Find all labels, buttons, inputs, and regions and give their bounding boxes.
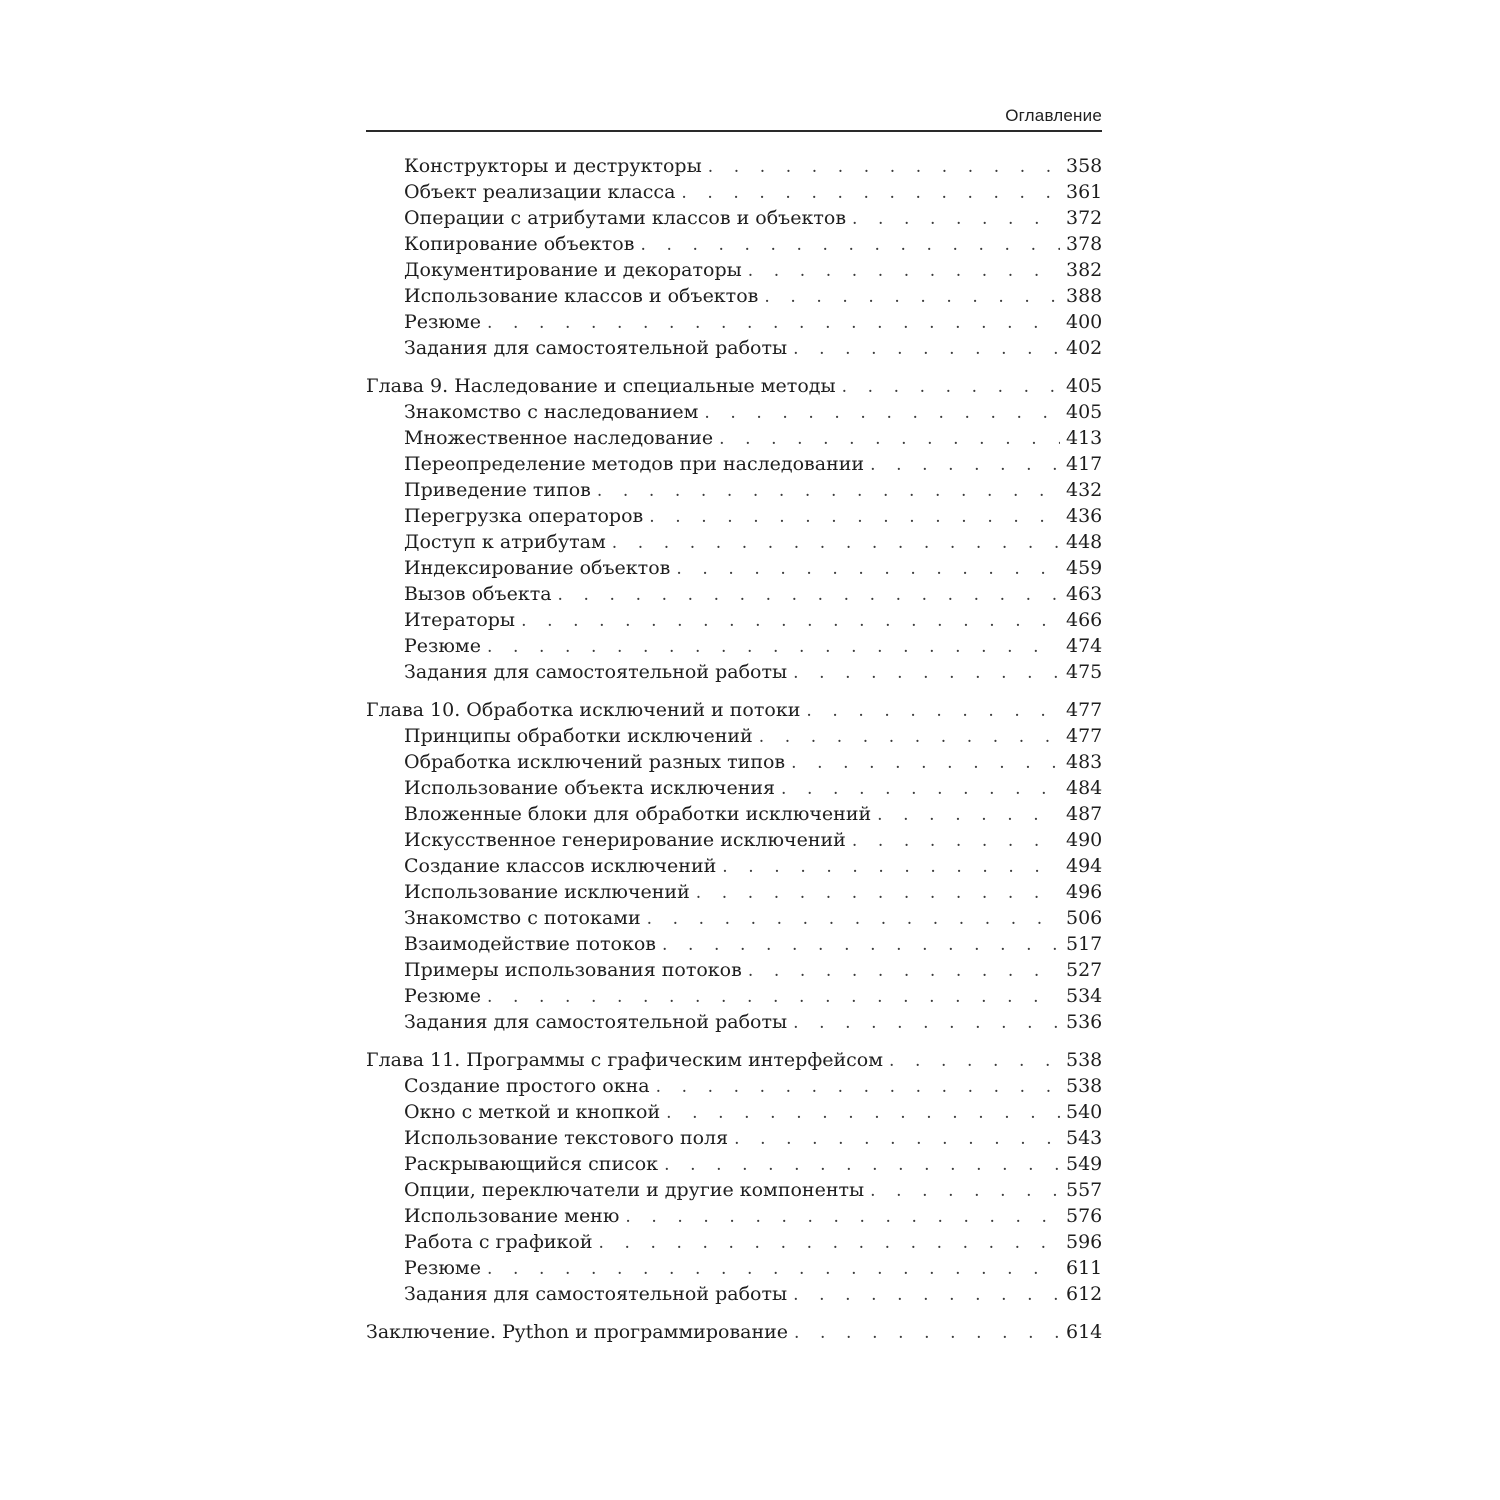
- toc-section-entry: [366, 399, 1102, 425]
- toc-dot-leader: [842, 374, 1060, 400]
- toc-dot-leader: [781, 776, 1060, 802]
- toc-entry-page-number: 483: [1066, 751, 1103, 773]
- toc-dot-leader: [793, 1282, 1060, 1308]
- toc-section-entry: [366, 1255, 1102, 1281]
- toc-entry-page-number: 611: [1066, 1257, 1103, 1279]
- toc-entry-title: Знакомство с потоками: [404, 907, 641, 929]
- toc-entry-title: Глава 10. Обработка исключений и потоки: [366, 699, 801, 721]
- toc-entry-title: Доступ к атрибутам: [404, 531, 606, 553]
- toc-dot-leader: [870, 452, 1060, 478]
- toc-entry-page-number: 400: [1066, 311, 1103, 333]
- toc-section-entry: [366, 257, 1102, 283]
- toc-dot-leader: [764, 284, 1060, 310]
- toc-dot-leader: [748, 258, 1060, 284]
- toc-chapter-block: [366, 373, 1102, 685]
- toc-entry-title: Окно с меткой и кнопкой: [404, 1101, 661, 1123]
- toc-section-entry: [366, 309, 1102, 335]
- toc-entry-page-number: 405: [1066, 401, 1103, 423]
- toc-entry-page-number: 466: [1066, 609, 1103, 631]
- toc-section-entry: [366, 659, 1102, 685]
- toc-entry-title: Создание классов исключений: [404, 855, 717, 877]
- toc-section-entry: [366, 503, 1102, 529]
- toc-entry-page-number: 477: [1066, 725, 1103, 747]
- toc-dot-leader: [487, 634, 1060, 660]
- toc-section-entry: [366, 205, 1102, 231]
- toc-entry-title: Приведение типов: [404, 479, 591, 501]
- toc-entry-page-number: 474: [1066, 635, 1103, 657]
- table-of-contents: [366, 153, 1102, 1357]
- toc-dot-leader: [666, 1100, 1060, 1126]
- toc-entry-title: Использование классов и объектов: [404, 285, 759, 307]
- toc-entry-title: Принципы обработки исключений: [404, 725, 753, 747]
- toc-entry-title: Резюме: [404, 635, 481, 657]
- toc-dot-leader: [487, 984, 1060, 1010]
- toc-section-entry: [366, 1151, 1102, 1177]
- toc-entry-title: Задания для самостоятельной работы: [404, 661, 788, 683]
- toc-entry-page-number: 536: [1066, 1011, 1103, 1033]
- toc-chapter-block: [366, 697, 1102, 1035]
- toc-entry-title: Резюме: [404, 311, 481, 333]
- toc-dot-leader: [759, 724, 1060, 750]
- toc-section-entry: [366, 231, 1102, 257]
- toc-section-entry: [366, 581, 1102, 607]
- toc-entry-title: Использование исключений: [404, 881, 690, 903]
- toc-entry-title: Глава 11. Программы с графическим интерфейсом: [366, 1049, 883, 1071]
- toc-entry-page-number: 388: [1066, 285, 1103, 307]
- toc-entry-title: Использование текстового поля: [404, 1127, 729, 1149]
- toc-section-entry: [366, 775, 1102, 801]
- toc-dot-leader: [708, 154, 1060, 180]
- toc-dot-leader: [681, 180, 1060, 206]
- toc-section-entry: [366, 1125, 1102, 1151]
- toc-dot-leader: [487, 1256, 1060, 1282]
- toc-entry-title: Использование объекта исключения: [404, 777, 776, 799]
- toc-entry-page-number: 463: [1066, 583, 1103, 605]
- toc-dot-leader: [889, 1048, 1060, 1074]
- toc-entry-title: Задания для самостоятельной работы: [404, 337, 788, 359]
- toc-dot-leader: [870, 1178, 1060, 1204]
- toc-entry-page-number: 417: [1066, 453, 1103, 475]
- toc-dot-leader: [656, 1074, 1060, 1100]
- toc-section-entry: [366, 607, 1102, 633]
- toc-entry-title: Резюме: [404, 1257, 481, 1279]
- toc-entry-title: Создание простого окна: [404, 1075, 650, 1097]
- toc-entry-page-number: 477: [1066, 699, 1103, 721]
- toc-entry-page-number: 540: [1066, 1101, 1103, 1123]
- toc-entry-page-number: 413: [1066, 427, 1103, 449]
- toc-dot-leader: [696, 880, 1060, 906]
- toc-dot-leader: [599, 1230, 1060, 1256]
- toc-entry-page-number: 596: [1066, 1231, 1103, 1253]
- toc-dot-leader: [676, 556, 1060, 582]
- toc-entry-title: Документирование и декораторы: [404, 259, 742, 281]
- toc-section-entry: [366, 983, 1102, 1009]
- toc-dot-leader: [793, 336, 1060, 362]
- toc-dot-leader: [791, 750, 1060, 776]
- toc-entry-title: Заключение. Python и программирование: [366, 1321, 789, 1343]
- toc-entry-page-number: 538: [1066, 1049, 1103, 1071]
- toc-entry-page-number: 405: [1066, 375, 1103, 397]
- toc-entry-title: Переопределение методов при наследовании: [404, 453, 865, 475]
- toc-entry-page-number: 475: [1066, 661, 1103, 683]
- running-head: Оглавление: [1005, 106, 1102, 125]
- toc-section-entry: [366, 1099, 1102, 1125]
- toc-entry-title: Обработка исключений разных типов: [404, 751, 786, 773]
- toc-chapter-entry: [366, 1319, 1102, 1345]
- toc-entry-page-number: 494: [1066, 855, 1103, 877]
- toc-entry-title: Резюме: [404, 985, 481, 1007]
- toc-section-entry: [366, 1203, 1102, 1229]
- toc-entry-page-number: 517: [1066, 933, 1103, 955]
- toc-entry-page-number: 527: [1066, 959, 1103, 981]
- toc-entry-title: Задания для самостоятельной работы: [404, 1011, 788, 1033]
- toc-entry-page-number: 576: [1066, 1205, 1103, 1227]
- toc-section-entry: [366, 425, 1102, 451]
- toc-section-entry: [366, 1229, 1102, 1255]
- toc-entry-title: Вложенные блоки для обработки исключений: [404, 803, 872, 825]
- toc-section-entry: [366, 853, 1102, 879]
- toc-section-entry: [366, 477, 1102, 503]
- toc-entry-title: Конструкторы и деструкторы: [404, 155, 702, 177]
- toc-section-entry: [366, 153, 1102, 179]
- toc-entry-page-number: 543: [1066, 1127, 1103, 1149]
- toc-dot-leader: [625, 1204, 1060, 1230]
- toc-dot-leader: [649, 504, 1060, 530]
- toc-dot-leader: [664, 1152, 1060, 1178]
- toc-entry-page-number: 496: [1066, 881, 1103, 903]
- toc-entry-title: Работа с графикой: [404, 1231, 593, 1253]
- toc-entry-title: Взаимодействие потоков: [404, 933, 657, 955]
- toc-dot-leader: [704, 400, 1060, 426]
- toc-dot-leader: [852, 828, 1060, 854]
- toc-dot-leader: [612, 530, 1060, 556]
- toc-entry-page-number: 484: [1066, 777, 1103, 799]
- toc-dot-leader: [794, 1320, 1060, 1346]
- toc-section-entry: [366, 283, 1102, 309]
- toc-section-entry: [366, 633, 1102, 659]
- toc-section-entry: [366, 451, 1102, 477]
- toc-chapter-block: [366, 153, 1102, 361]
- toc-entry-title: Перегрузка операторов: [404, 505, 644, 527]
- toc-dot-leader: [487, 310, 1060, 336]
- toc-dot-leader: [558, 582, 1060, 608]
- header-rule: [366, 130, 1102, 132]
- toc-chapter-block: [366, 1047, 1102, 1307]
- toc-section-entry: [366, 905, 1102, 931]
- toc-dot-leader: [521, 608, 1060, 634]
- toc-dot-leader: [793, 1010, 1060, 1036]
- toc-entry-page-number: 448: [1066, 531, 1103, 553]
- toc-entry-title: Использование меню: [404, 1205, 620, 1227]
- toc-entry-page-number: 612: [1066, 1283, 1103, 1305]
- toc-dot-leader: [662, 932, 1060, 958]
- toc-entry-page-number: 432: [1066, 479, 1103, 501]
- toc-dot-leader: [877, 802, 1060, 828]
- toc-section-entry: [366, 879, 1102, 905]
- toc-entry-title: Глава 9. Наследование и специальные методы: [366, 375, 836, 397]
- toc-entry-title: Объект реализации класса: [404, 181, 676, 203]
- toc-entry-page-number: 358: [1066, 155, 1103, 177]
- toc-section-entry: [366, 1073, 1102, 1099]
- toc-entry-page-number: 549: [1066, 1153, 1103, 1175]
- toc-section-entry: [366, 749, 1102, 775]
- toc-chapter-entry: [366, 697, 1102, 723]
- toc-entry-title: Искусственное генерирование исключений: [404, 829, 846, 851]
- toc-section-entry: [366, 723, 1102, 749]
- toc-section-entry: [366, 931, 1102, 957]
- toc-chapter-entry: [366, 373, 1102, 399]
- toc-section-entry: [366, 529, 1102, 555]
- toc-entry-title: Индексирование объектов: [404, 557, 671, 579]
- toc-dot-leader: [806, 698, 1060, 724]
- toc-entry-title: Опции, переключатели и другие компоненты: [404, 1179, 865, 1201]
- toc-section-entry: [366, 827, 1102, 853]
- toc-section-entry: [366, 335, 1102, 361]
- toc-dot-leader: [597, 478, 1060, 504]
- toc-entry-page-number: 436: [1066, 505, 1103, 527]
- toc-entry-title: Раскрывающийся список: [404, 1153, 659, 1175]
- toc-entry-page-number: 459: [1066, 557, 1103, 579]
- toc-entry-page-number: 534: [1066, 985, 1103, 1007]
- toc-section-entry: [366, 179, 1102, 205]
- toc-section-entry: [366, 1177, 1102, 1203]
- toc-entry-title: Вызов объекта: [404, 583, 552, 605]
- toc-entry-title: Знакомство с наследованием: [404, 401, 699, 423]
- toc-entry-page-number: 490: [1066, 829, 1103, 851]
- toc-entry-page-number: 361: [1066, 181, 1103, 203]
- toc-dot-leader: [852, 206, 1060, 232]
- toc-section-entry: [366, 801, 1102, 827]
- toc-entry-title: Операции с атрибутами классов и объектов: [404, 207, 847, 229]
- toc-dot-leader: [793, 660, 1060, 686]
- toc-chapter-block: [366, 1319, 1102, 1345]
- toc-entry-page-number: 506: [1066, 907, 1103, 929]
- toc-entry-page-number: 378: [1066, 233, 1103, 255]
- toc-entry-page-number: 557: [1066, 1179, 1103, 1201]
- toc-entry-title: Примеры использования потоков: [404, 959, 742, 981]
- toc-entry-page-number: 487: [1066, 803, 1103, 825]
- toc-entry-title: Задания для самостоятельной работы: [404, 1283, 788, 1305]
- toc-entry-page-number: 538: [1066, 1075, 1103, 1097]
- toc-entry-title: Копирование объектов: [404, 233, 635, 255]
- toc-dot-leader: [722, 854, 1060, 880]
- toc-dot-leader: [719, 426, 1060, 452]
- toc-dot-leader: [640, 232, 1060, 258]
- toc-section-entry: [366, 1281, 1102, 1307]
- toc-entry-page-number: 372: [1066, 207, 1103, 229]
- toc-section-entry: [366, 957, 1102, 983]
- toc-entry-page-number: 614: [1066, 1321, 1103, 1343]
- toc-dot-leader: [748, 958, 1060, 984]
- toc-dot-leader: [734, 1126, 1060, 1152]
- toc-chapter-entry: [366, 1047, 1102, 1073]
- toc-section-entry: [366, 1009, 1102, 1035]
- toc-section-entry: [366, 555, 1102, 581]
- toc-entry-title: Итераторы: [404, 609, 516, 631]
- toc-entry-title: Множественное наследование: [404, 427, 714, 449]
- toc-entry-page-number: 402: [1066, 337, 1103, 359]
- toc-dot-leader: [647, 906, 1060, 932]
- toc-entry-page-number: 382: [1066, 259, 1103, 281]
